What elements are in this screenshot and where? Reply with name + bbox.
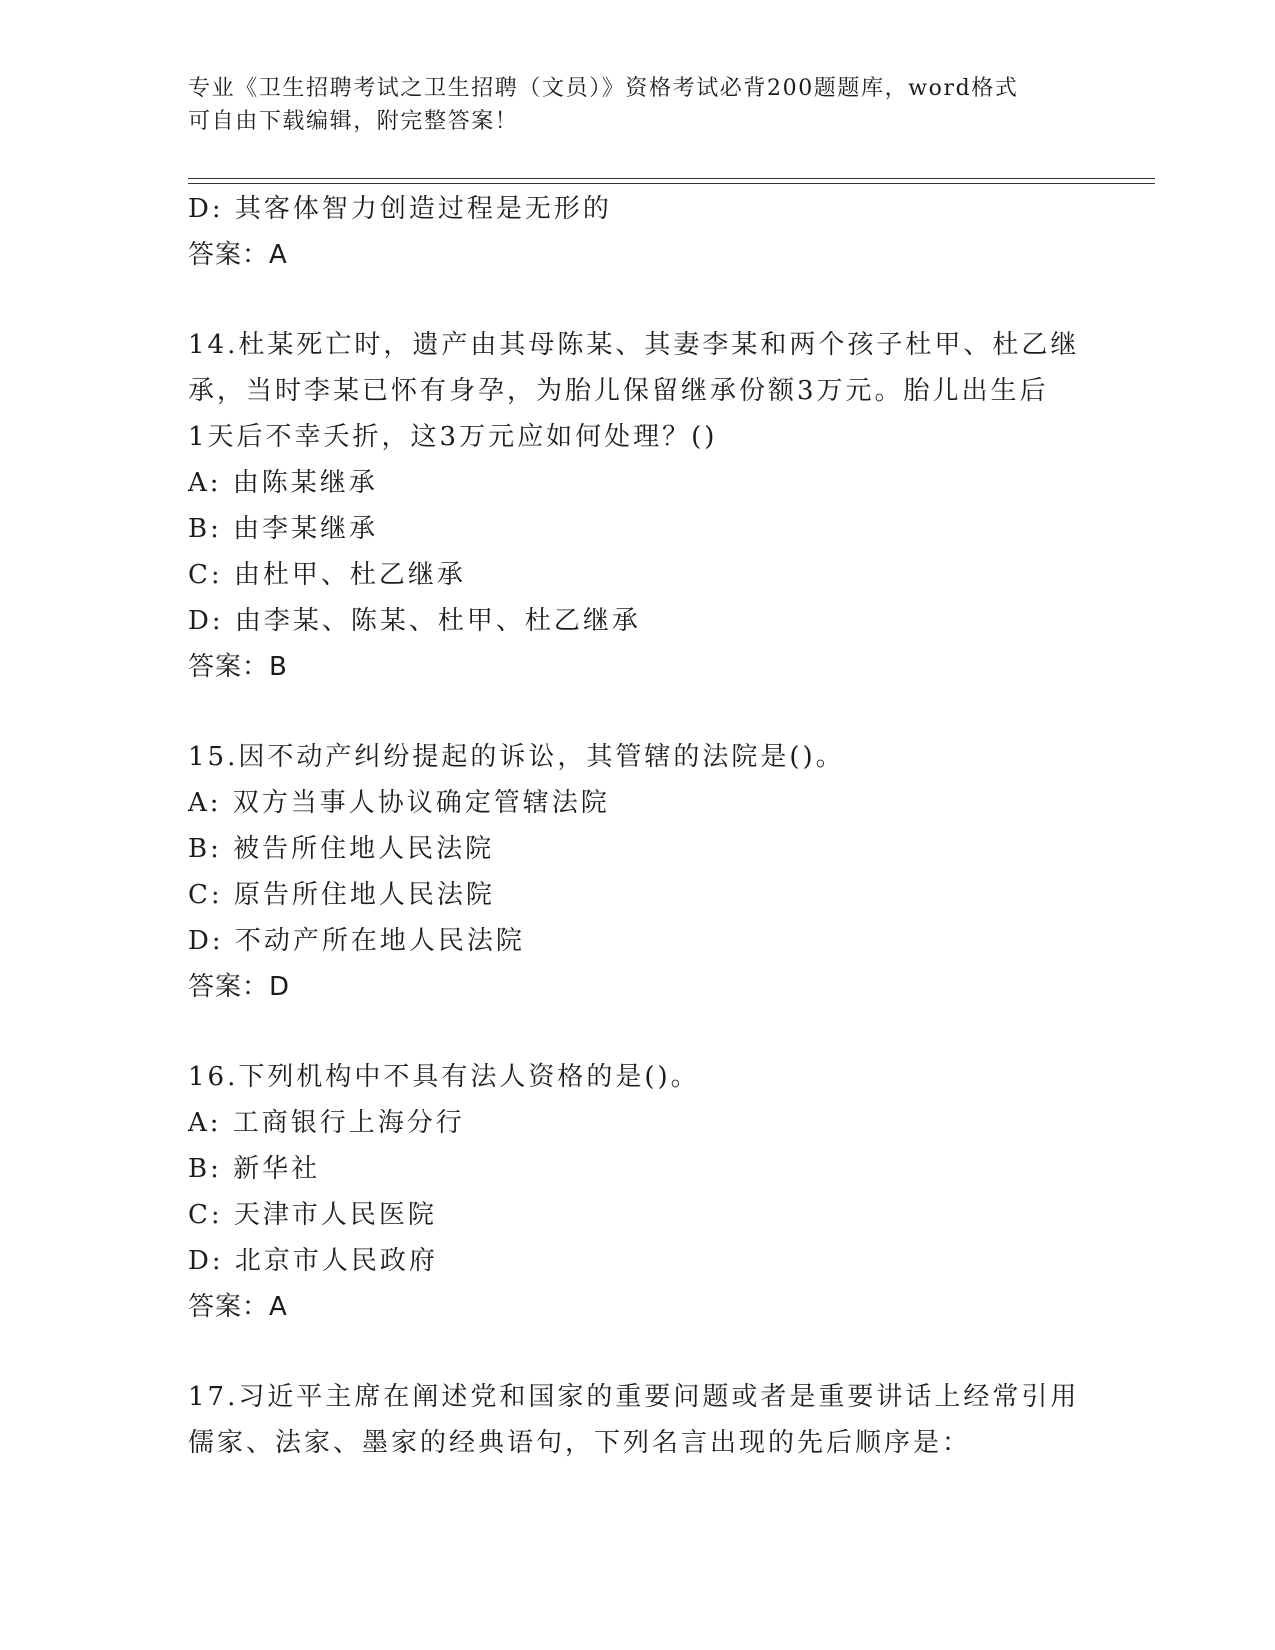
q13-answer: 答案：A <box>188 240 288 270</box>
q14-stem-line-1: 14.杜某死亡时，遗产由其母陈某、其妻李某和两个孩子杜甲、杜乙继 <box>188 330 1080 360</box>
q14-stem-line-2: 承，当时李某已怀有身孕，为胎儿保留继承份额3万元。胎儿出生后 <box>188 376 1049 406</box>
document-header <box>188 72 1088 138</box>
q16-option-c: C: 天津市人民医院 <box>188 1200 437 1230</box>
question-13-tail <box>188 186 1088 278</box>
header-title-line-1: 专业《卫生招聘考试之卫生招聘（文员）》资格考试必背200题题库，word格式 <box>188 76 1019 101</box>
q16-option-a: A: 工商银行上海分行 <box>188 1108 465 1138</box>
q14-stem-line-3: 1天后不幸夭折，这3万元应如何处理？() <box>188 422 718 452</box>
q14-option-c: C: 由杜甲、杜乙继承 <box>188 560 466 590</box>
q15-option-d: D: 不动产所在地人民法院 <box>188 926 525 956</box>
header-title-line-2: 可自由下载编辑，附完整答案！ <box>188 109 519 134</box>
header-divider-bottom <box>188 183 1155 184</box>
q13-option-d: D: 其客体智力创造过程是无形的 <box>188 194 612 224</box>
question-list <box>188 186 1088 1466</box>
q15-option-a: A: 双方当事人协议确定管辖法院 <box>188 788 610 818</box>
q15-option-c: C: 原告所住地人民法院 <box>188 880 495 910</box>
question-14 <box>188 322 1088 690</box>
header-divider-top <box>188 178 1155 179</box>
q16-option-b: B: 新华社 <box>188 1154 321 1184</box>
q14-option-a: A: 由陈某继承 <box>188 468 378 498</box>
q15-option-b: B: 被告所住地人民法院 <box>188 834 495 864</box>
q14-answer: 答案：B <box>188 652 288 682</box>
q16-option-d: D: 北京市人民政府 <box>188 1246 438 1276</box>
question-16 <box>188 1054 1088 1330</box>
q14-option-b: B: 由李某继承 <box>188 514 379 544</box>
q16-stem: 16.下列机构中不具有法人资格的是()。 <box>188 1062 700 1092</box>
q17-stem-line-1: 17.习近平主席在阐述党和国家的重要问题或者是重要讲话上经常引用 <box>188 1382 1080 1412</box>
q14-option-d: D: 由李某、陈某、杜甲、杜乙继承 <box>188 606 641 636</box>
question-15 <box>188 734 1088 1010</box>
q16-answer: 答案：A <box>188 1292 288 1322</box>
q15-answer: 答案：D <box>188 972 291 1002</box>
q17-stem-line-2: 儒家、法家、墨家的经典语句，下列名言出现的先后顺序是： <box>188 1428 972 1458</box>
question-17 <box>188 1374 1088 1466</box>
q15-stem: 15.因不动产纠纷提起的诉讼，其管辖的法院是()。 <box>188 742 845 772</box>
